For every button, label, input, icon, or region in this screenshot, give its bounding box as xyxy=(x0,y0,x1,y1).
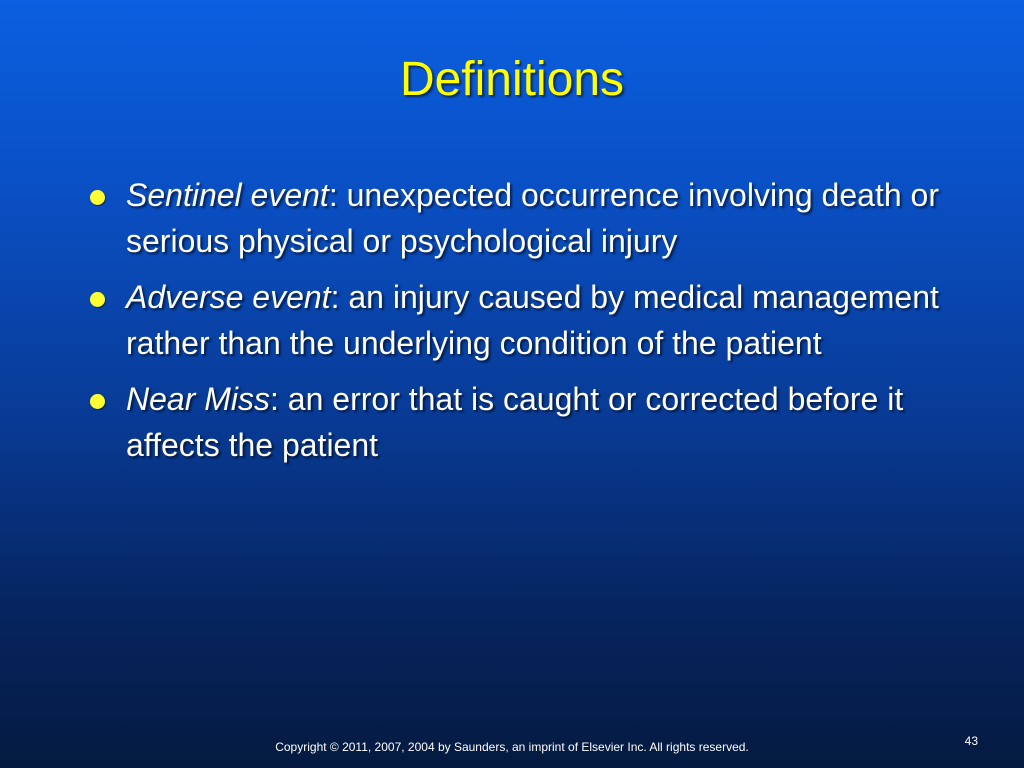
copyright-footer: Copyright © 2011, 2007, 2004 by Saunders, an imprint of Elsevier Inc. All rights reserved. xyxy=(275,740,749,754)
bullet-item-adverse-event xyxy=(88,274,948,366)
term-label: Near Miss xyxy=(126,381,271,417)
definition-text: : unexpected occurrence involving death or serious physical or psychological injury xyxy=(126,177,939,259)
bullet-list xyxy=(88,172,948,478)
term-label: Sentinel event xyxy=(126,177,329,213)
term-label: Adverse event xyxy=(126,279,331,315)
bullet-icon xyxy=(90,190,105,205)
bullet-item-sentinel-event xyxy=(88,172,948,264)
page-number: 43 xyxy=(964,734,978,748)
definition-text: : an error that is caught or corrected before it affects the patient xyxy=(126,381,904,463)
slide-title: Definitions xyxy=(399,53,625,106)
bullet-icon xyxy=(90,394,105,409)
bullet-icon xyxy=(90,292,105,307)
bullet-item-near-miss xyxy=(88,376,948,468)
definition-text: : an injury caused by medical management rather than the underlying condition of the patient xyxy=(126,279,939,361)
